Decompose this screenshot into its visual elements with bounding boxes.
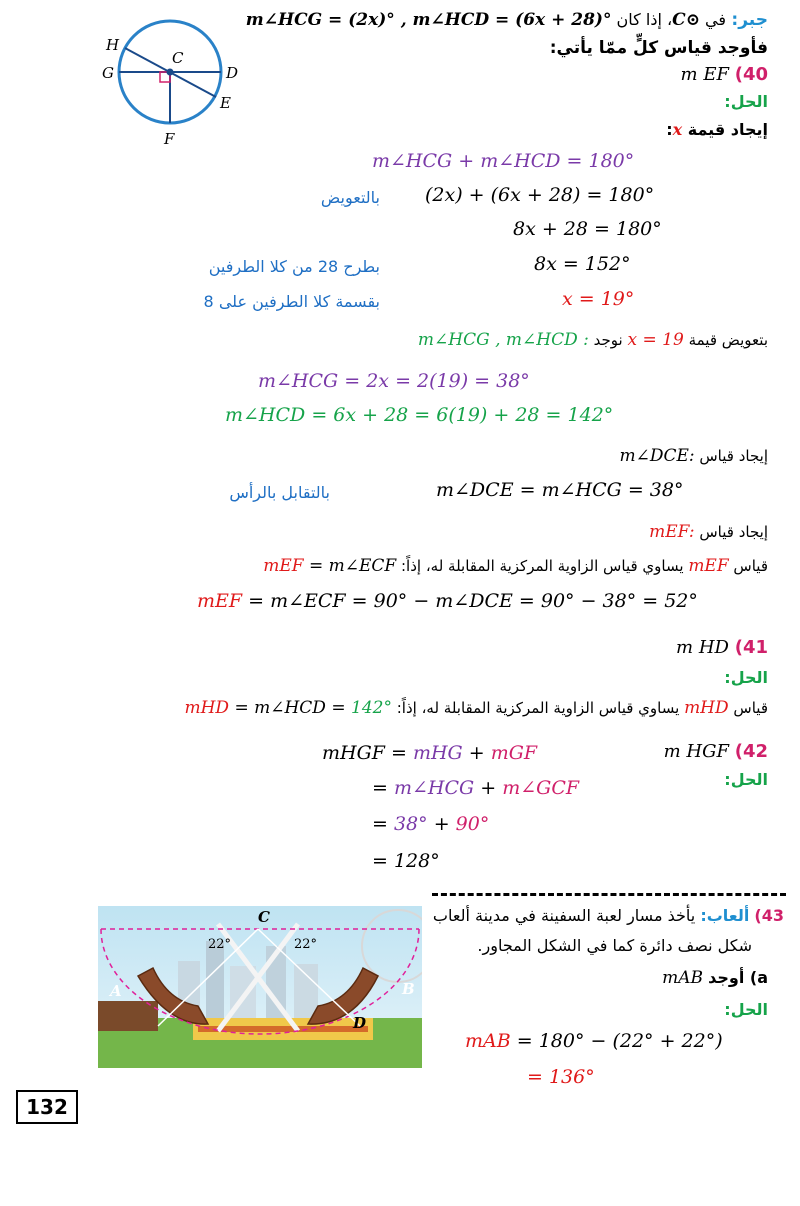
q40-ef-statement: قياس mEF يساوي قياس الزاوية المركزية المقابلة له، إذاً: mEF = m∠ECF: [263, 556, 768, 576]
q41-title: 41) m HD: [676, 637, 768, 658]
label-e: E: [220, 94, 231, 112]
q43-line1: 43) ألعاب: يأخذ مسار لعبة السفينة في مدينة ألعاب: [432, 906, 784, 925]
q40-eq5-note: بقسمة كلا الطرفين على 8: [203, 292, 380, 311]
q40-eq1: m∠HCG + m∠HCD = 180°: [372, 150, 635, 172]
q40-find-ef: إيجاد قياس mEF:: [649, 522, 768, 542]
photo-label-d: D: [353, 1014, 367, 1032]
q42-eq1: mHGF = mHG + mGF: [322, 742, 538, 764]
q42-eq3: = 38° + 90°: [372, 813, 490, 835]
q40-eq8-note: بالتقابل بالرأس: [229, 483, 330, 502]
q40-eq8: m∠DCE = m∠HCG = 38°: [436, 479, 684, 501]
q42-eq2: = m∠HCG + m∠GCF: [372, 777, 580, 799]
header-line2: فأوجد قياس كلٍّ ممّا يأتي:: [549, 38, 768, 58]
photo-label-angle-left: 22°: [208, 937, 232, 952]
q41-statement: قياس mHD يساوي قياس الزاوية المركزية المقابلة له، إذاً: mHD = m∠HCD = 142°: [184, 698, 768, 718]
q42-solution-label: الحل:: [724, 770, 768, 789]
q40-eq9: mEF = m∠ECF = 90° − m∠DCE = 90° − 38° = 52°: [197, 590, 698, 612]
photo-label-b: B: [402, 980, 415, 998]
condition-math: m∠HCG = (2x)° , m∠HCD = (6x + 28)°: [245, 10, 612, 30]
q43-eq2: = 136°: [527, 1066, 595, 1088]
label-d: D: [226, 64, 239, 82]
photo-label-a: A: [110, 982, 122, 1000]
q40-eq4-note: بطرح 28 من كلا الطرفين: [208, 257, 380, 276]
algebra-label: جبر:: [731, 10, 768, 30]
q42-eq4: = 128°: [372, 850, 440, 872]
q40-eq6: m∠HCG = 2x = 2(19) = 38°: [258, 370, 530, 392]
q43-eq1: mAB = 180° − (22° + 22°): [465, 1030, 723, 1052]
label-c: C: [172, 49, 184, 67]
q40-find-x: إيجاد قيمة x:: [666, 120, 768, 139]
q40-solution-label: الحل:: [724, 92, 768, 111]
page-number: 132: [16, 1090, 78, 1124]
q40-find-dce: إيجاد قياس m∠DCE:: [619, 446, 768, 466]
label-f: F: [164, 130, 175, 148]
photo-label-c: C: [258, 908, 270, 926]
ship-ride-photo: [98, 906, 422, 1068]
circle-figure: [80, 8, 240, 150]
label-h: H: [106, 36, 120, 54]
q43-line2: شكل نصف دائرة كما في الشكل المجاور.: [477, 936, 752, 955]
q40-eq7: m∠HCD = 6x + 28 = 6(19) + 28 = 142°: [225, 404, 614, 426]
q41-solution-label: الحل:: [724, 668, 768, 687]
q40-subst-line: بتعويض قيمة x = 19 نوجد m∠HCG , m∠HCD :: [417, 330, 768, 350]
label-g: G: [102, 64, 114, 82]
photo-label-angle-right: 22°: [294, 937, 318, 952]
q40-eq4: 8x = 152°: [534, 253, 631, 275]
q43-part-a: a) أوجد mAB: [662, 968, 768, 988]
q40-eq3: 8x + 28 = 180°: [513, 218, 662, 240]
q40-title: 40) m EF: [680, 64, 768, 85]
q40-eq5: x = 19°: [562, 288, 635, 310]
header-line1: جبر: في ⊙C، إذا كان m∠HCG = (2x)° , m∠HCD = (6x + 28)°: [245, 10, 768, 30]
q42-title: 42) m HGF: [663, 741, 768, 762]
q43-solution-label: الحل:: [724, 1000, 768, 1019]
separator-dashed: [432, 893, 786, 896]
q40-eq2: (2x) + (6x + 28) = 180°: [425, 184, 655, 206]
q40-eq2-note: بالتعويض: [320, 188, 380, 207]
